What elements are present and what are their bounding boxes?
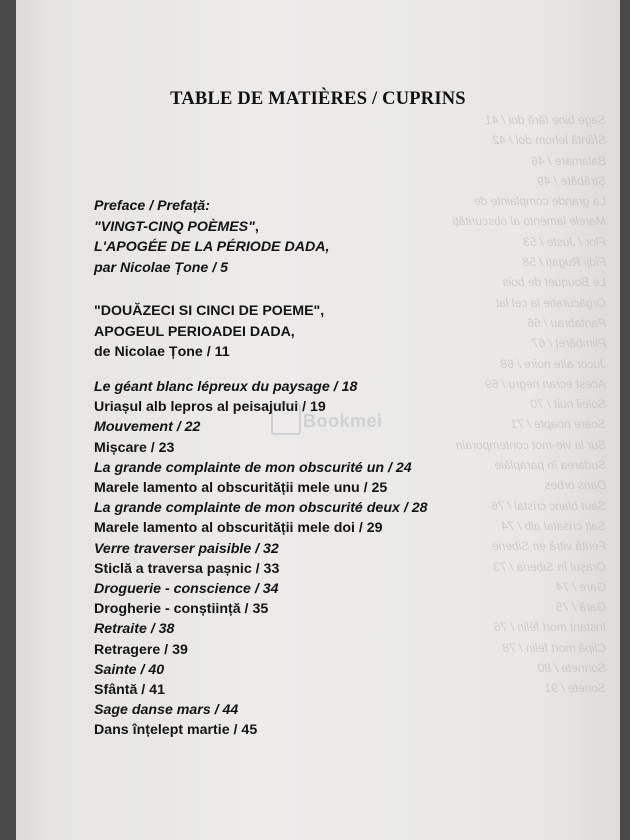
toc-entry: Drogherie - conștiință / 35 [94,601,269,618]
preface-ro-entry [94,301,324,363]
toc-entry: Droguerie - conscience / 34 [94,581,279,598]
toc-entry: Le géant blanc lépreux du paysage / 18 [94,379,358,395]
preface-subtitle-ro: APOGEUL PERIOADEI DADA, [94,323,295,340]
show-through-text: Sage bine fără doi / 41 Sfântă lehom dol / 42 Balamare / 46 Ștrăbăte / 49 La grande complainte de Marele lamento al obscurități Flor / Juste / 53 Fidji Rugați / 58 Le Bouquet de bois Orgăcuratie la cel lat Pantabrau / 66 Plimbăreț / 67 Jucor alte noire / 68 Acest ecran negru / 69 Soleil nuit / 70 Soare noapte / 71 Sur la vie-mot contemporain Sudarea în paraplăie Dans orbes Saut blanc cristal / 76 Salt crisatal alb / 74 Ferită vitră en Siberie Oraşul în Siberia / 73 Gare / 74 Gară / 75 Instant mort félin / 76 Clipă mort felin / 78 Sonnete / 80 Sonete / 91 [452,113,606,696]
preface-author-ro: de Nicolae Țone / 11 [94,344,230,360]
watermark-text: Bookmei [303,411,383,431]
toc-entry: Dans înțelept martie / 45 [94,722,258,739]
toc-entry: Uriașul alb lepros al peisajului / 19 [94,399,326,416]
toc-entry: Marele lamento al obscurității mele doi / 29 [94,520,383,537]
toc-entry: Sfântă / 41 [94,682,165,699]
preface-title-ro: "DOUĂZECI SI CINCI DE POEME", [94,303,325,319]
preface-subtitle-fr: L'APOGÉE DE LA PÉRIODE DADA, [94,239,330,255]
toc-entry: Sainte / 40 [94,661,165,678]
toc-entry: Retraite / 38 [94,621,175,638]
watermark-logo [271,397,391,443]
preface-label: Preface / Prefață: [94,198,210,214]
toc-entry: La grande complainte de mon obscurité un / 24 [94,459,412,476]
toc-entry: Mouvement / 22 [94,419,201,436]
toc-entry: Sticlă a traversa pașnic / 33 [94,560,280,577]
preface-title-fr: "VINGT-CINQ POÈMES", [94,218,259,235]
page-title: TABLE DE MATIÈRES / CUPRINS [170,89,466,109]
book-page [16,0,620,840]
book-icon [271,403,301,435]
toc-entry: Verre traverser paisible / 32 [94,540,279,557]
toc-entry: La grande complainte de mon obscurité deux / 28 [94,500,428,517]
toc-entry: Sage danse mars / 44 [94,702,239,719]
toc-entry: Marele lamento al obscurității mele unu / 25 [94,480,388,497]
preface-entry [94,196,329,278]
toc-entry: Mișcare / 23 [94,439,175,456]
preface-author-fr: par Nicolae Țone / 5 [94,259,229,276]
toc-entry: Retragere / 39 [94,641,188,658]
